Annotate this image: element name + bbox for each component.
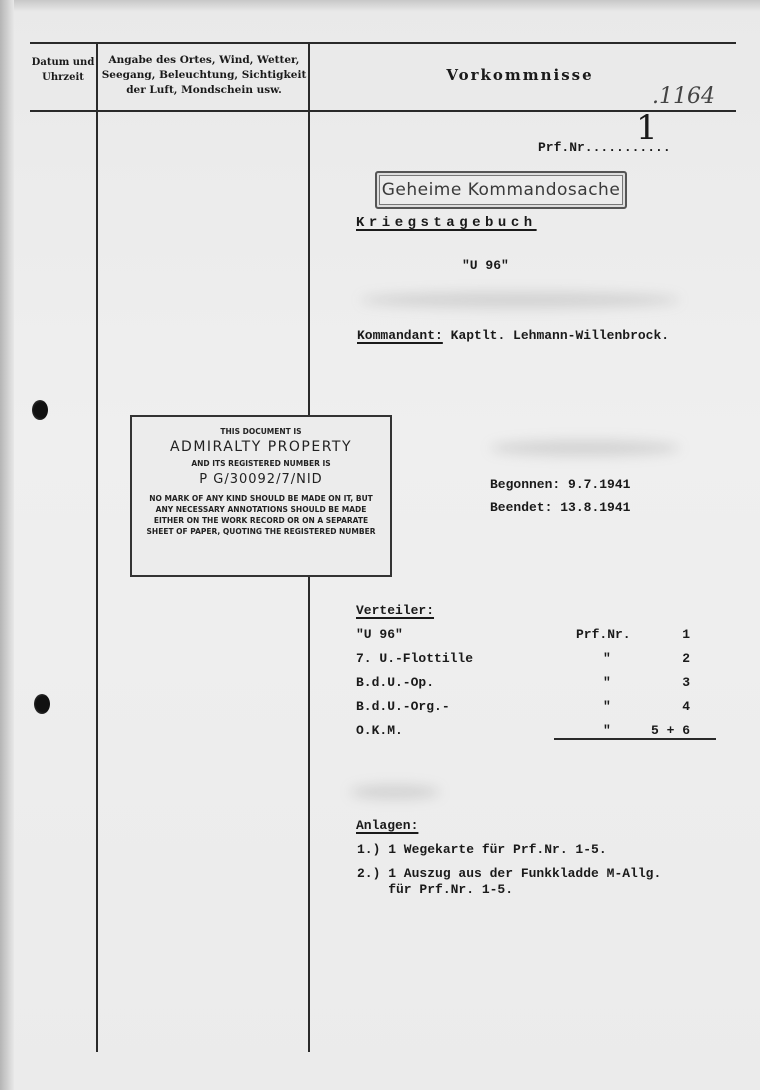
- stamp-registered-number: P G/30092/7/NID: [199, 472, 323, 487]
- distribution-row-prf: ": [603, 723, 611, 738]
- stamp-line-3: AND ITS REGISTERED NUMBER IS: [191, 459, 331, 468]
- column-divider-1: [96, 42, 98, 1052]
- begonnen-value: 9.7.1941: [568, 477, 631, 492]
- distribution-row-name: "U 96": [356, 627, 403, 642]
- archive-reference-note: .1164: [652, 84, 715, 109]
- distribution-row-num: 2: [682, 651, 690, 666]
- prf-nr-value: 1: [636, 108, 658, 148]
- distribution-row-prf: ": [603, 699, 611, 714]
- scan-smudge: [490, 440, 680, 456]
- commander-line: [357, 328, 669, 343]
- commander-label: Kommandant:: [357, 328, 443, 343]
- commander-name: Kaptlt. Lehmann-Willenbrock.: [450, 328, 670, 343]
- distribution-row-name: B.d.U.-Org.-: [356, 699, 450, 714]
- begonnen-label: Begonnen:: [490, 477, 561, 492]
- prf-nr-label-text: Prf.Nr.: [538, 140, 593, 155]
- boat-designation: "U 96": [462, 258, 509, 273]
- paper-left-shadow: [0, 0, 14, 1090]
- beendet-label: Beendet:: [490, 500, 553, 515]
- table-header-rule: [30, 110, 736, 112]
- begonnen-line: [490, 477, 630, 492]
- secret-classification-stamp: Geheime Kommandosache: [375, 171, 627, 209]
- scan-smudge: [360, 292, 680, 308]
- admiralty-property-stamp: [130, 415, 392, 577]
- beendet-line: [490, 500, 630, 515]
- annexes-heading: Anlagen:: [356, 818, 419, 833]
- stamp-notice: NO MARK OF ANY KIND SHOULD BE MADE ON IT, BUT ANY NECESSARY ANNOTATIONS SHOULD BE MADE EITHER ON THE WORK RECORD OR ON A SEPARATE SHEET OF PAPER, QUOTING THE REGISTERED NUMBER: [146, 494, 376, 536]
- punch-hole: [34, 694, 50, 714]
- header-date-time: Datum und Uhrzeit: [31, 57, 95, 83]
- annex-item: 2.) 1 Auszug aus der Funkkladde M-Allg.: [357, 866, 662, 881]
- header-location-weather: Angabe des Ortes, Wind, Wetter, Seegang, Beleuchtung, Sichtigkeit der Luft, Mondschein usw.: [101, 54, 307, 96]
- header-events: Vorkommnisse: [446, 66, 594, 84]
- distribution-row-prf: ": [603, 675, 611, 690]
- distribution-row-name: 7. U.-Flottille: [356, 651, 474, 666]
- beendet-value: 13.8.1941: [560, 500, 631, 515]
- distribution-sum-rule: [554, 738, 716, 740]
- stamp-line-2: ADMIRALTY PROPERTY: [169, 439, 353, 455]
- distribution-row-num: 3: [682, 675, 690, 690]
- table-top-rule: [30, 42, 736, 44]
- distribution-row-num: 5 + 6: [650, 723, 690, 738]
- distribution-row-prf: ": [603, 651, 611, 666]
- document-title: Kriegstagebuch: [356, 215, 537, 231]
- paper-top-shadow: [0, 0, 760, 12]
- scan-smudge: [350, 785, 440, 799]
- distribution-row-name: B.d.U.-Op.: [356, 675, 435, 690]
- distribution-row-prf: Prf.Nr.: [576, 627, 631, 642]
- annex-item: für Prf.Nr. 1-5.: [357, 882, 514, 897]
- distribution-heading: Verteiler:: [356, 603, 435, 618]
- distribution-row-num: 4: [682, 699, 690, 714]
- distribution-row-num: 1: [682, 627, 690, 642]
- annex-item: 1.) 1 Wegekarte für Prf.Nr. 1-5.: [357, 842, 607, 857]
- prf-nr-dots: ..........: [592, 140, 671, 155]
- distribution-row-name: O.K.M.: [356, 723, 403, 738]
- punch-hole: [32, 400, 48, 420]
- stamp-line-1: THIS DOCUMENT IS: [220, 427, 302, 436]
